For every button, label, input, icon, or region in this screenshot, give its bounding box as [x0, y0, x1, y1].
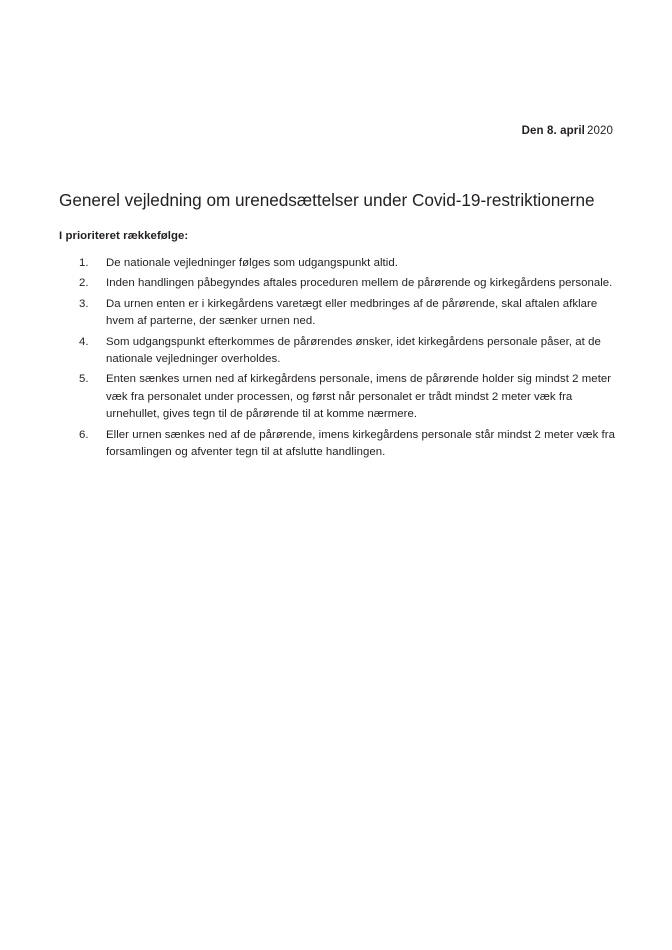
list-item-marker: 3. [79, 297, 89, 310]
list-item [59, 371, 615, 423]
intro-label: I prioriteret rækkefølge: [59, 230, 189, 242]
page-title: Generel vejledning om urenedsættelser under Covid-19-restriktionerne [59, 190, 595, 210]
date-day-month: Den 8. april [521, 125, 585, 137]
date-year: 2020 [586, 125, 613, 137]
list-item [59, 255, 615, 272]
list-item [59, 275, 615, 292]
list-item-marker: 6. [79, 428, 89, 441]
list-item [59, 334, 615, 369]
document-date [522, 124, 613, 139]
list-item-text: Inden handlingen påbegyndes aftales proceduren mellem de pårørende og kirkegårdens personale. [106, 277, 613, 290]
list-item-marker: 5. [79, 373, 89, 386]
list-item-text: De nationale vejledninger følges som udgangspunkt altid. [106, 257, 398, 269]
list-item-text: Som udgangspunkt efterkommes de pårørendes ønsker, idet kirkegårdens personale påser, at de nationale vejledninger overholdes. [106, 335, 601, 366]
list-item [59, 427, 615, 462]
guidance-list [59, 255, 615, 464]
list-item-marker: 4. [79, 335, 89, 348]
list-item-marker: 2. [79, 277, 89, 290]
list-item-marker: 1. [79, 257, 89, 269]
list-item-text: Enten sænkes urnen ned af kirkegårdens personale, imens de pårørende holder sig mindst 2 meter væk fra personalet under processen, og først når personalet er trådt mindst 2 meter væk fra urnehullet, gives tegn til de pårørende til at komme nærmere. [106, 373, 612, 421]
list-item-text: Eller urnen sænkes ned af de pårørende, imens kirkegårdens personale står mindst 2 meter væk fra forsamlingen og afventer tegn til at afslutte handlingen. [106, 428, 615, 459]
list-item-text: Da urnen enten er i kirkegårdens varetægt eller medbringes af de pårørende, skal aftalen afklare hvem af parterne, der sænker urnen ned. [106, 297, 598, 328]
list-item [59, 296, 615, 331]
